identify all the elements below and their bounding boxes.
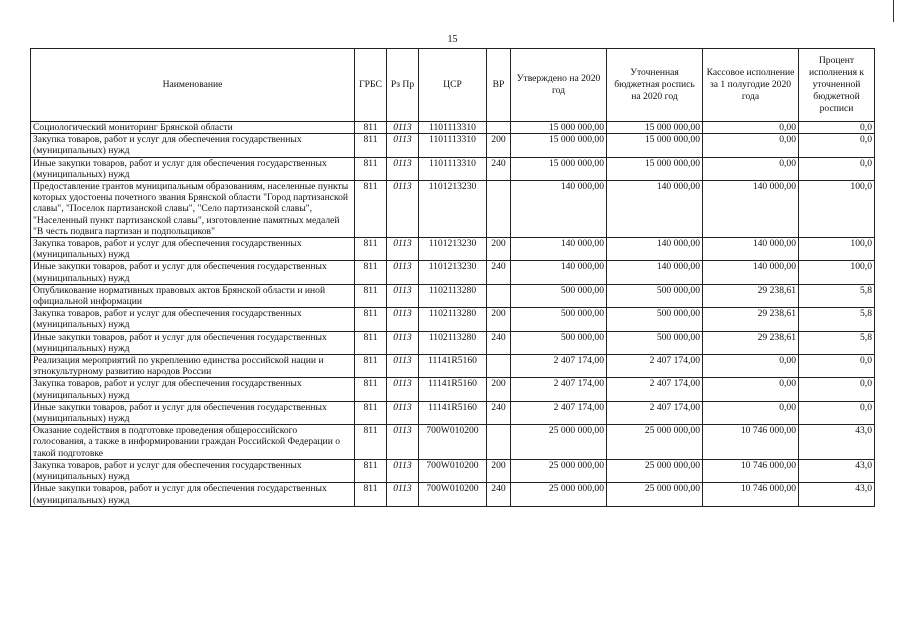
table-row	[31, 308, 875, 331]
cell-rzpr: 0113	[387, 401, 419, 424]
cell-approved: 2 407 174,00	[511, 401, 607, 424]
cell-cash: 0,00	[703, 134, 799, 157]
cell-rzpr: 0113	[387, 483, 419, 506]
cell-vr: 200	[487, 308, 511, 331]
cell-name: Социологический мониторинг Брянской области	[31, 122, 355, 134]
cell-vr	[487, 181, 511, 238]
cell-percent: 5,8	[799, 308, 875, 331]
cell-percent: 0,0	[799, 378, 875, 401]
cell-cash: 0,00	[703, 157, 799, 180]
cell-refined: 2 407 174,00	[607, 355, 703, 378]
cell-percent: 0,0	[799, 122, 875, 134]
cell-refined: 15 000 000,00	[607, 134, 703, 157]
cell-cash: 10 746 000,00	[703, 425, 799, 460]
header-row	[31, 49, 875, 122]
cell-cash: 140 000,00	[703, 261, 799, 284]
cell-name: Предоставление грантов муниципальным образованиям, населенные пункты которых удостоены почетного звания Брянской области "Город партизанской славы", "Поселок партизанской славы", "Село партизанской славы", "Населенный пункт партизанской славы", изготовление памятных медалей "В честь подвига партизан и подпольщиков"	[31, 181, 355, 238]
cell-percent: 43,0	[799, 483, 875, 506]
cell-grbs: 811	[355, 308, 387, 331]
cell-rzpr: 0113	[387, 284, 419, 307]
cell-vr: 240	[487, 157, 511, 180]
cell-name: Закупка товаров, работ и услуг для обеспечения государственных (муниципальных) нужд	[31, 134, 355, 157]
cell-refined: 140 000,00	[607, 261, 703, 284]
cell-grbs: 811	[355, 483, 387, 506]
cell-vr	[487, 355, 511, 378]
cell-approved: 500 000,00	[511, 284, 607, 307]
cell-approved: 25 000 000,00	[511, 425, 607, 460]
cell-grbs: 811	[355, 378, 387, 401]
cell-refined: 2 407 174,00	[607, 401, 703, 424]
cell-percent: 0,0	[799, 134, 875, 157]
cell-name: Реализация мероприятий по укреплению единства российской нации и этнокультурному развитию народов России	[31, 355, 355, 378]
table-body	[31, 122, 875, 507]
cell-name: Иные закупки товаров, работ и услуг для обеспечения государственных (муниципальных) нужд	[31, 483, 355, 506]
cell-refined: 140 000,00	[607, 181, 703, 238]
cell-grbs: 811	[355, 459, 387, 482]
cell-approved: 140 000,00	[511, 181, 607, 238]
cell-approved: 500 000,00	[511, 308, 607, 331]
cell-cash: 140 000,00	[703, 238, 799, 261]
table-row	[31, 355, 875, 378]
cell-refined: 500 000,00	[607, 331, 703, 354]
cell-csr: 11141R5160	[419, 378, 487, 401]
table-row	[31, 261, 875, 284]
cell-percent: 43,0	[799, 425, 875, 460]
header-cash: Кассовое исполнение за 1 полугодие 2020 года	[703, 49, 799, 122]
cell-grbs: 811	[355, 355, 387, 378]
cell-refined: 500 000,00	[607, 308, 703, 331]
cell-csr: 11141R5160	[419, 401, 487, 424]
table-row	[31, 238, 875, 261]
header-name: Наименование	[31, 49, 355, 122]
cell-vr: 200	[487, 238, 511, 261]
page-number: 15	[447, 34, 458, 45]
header-refined: Уточненная бюджетная роспись на 2020 год	[607, 49, 703, 122]
cell-percent: 5,8	[799, 331, 875, 354]
page-edge-mark	[893, 0, 894, 22]
cell-vr: 240	[487, 483, 511, 506]
cell-percent: 0,0	[799, 157, 875, 180]
cell-cash: 29 238,61	[703, 284, 799, 307]
cell-approved: 25 000 000,00	[511, 483, 607, 506]
cell-percent: 43,0	[799, 459, 875, 482]
cell-refined: 15 000 000,00	[607, 157, 703, 180]
cell-csr: 1101113310	[419, 157, 487, 180]
cell-csr: 1101113310	[419, 122, 487, 134]
cell-refined: 500 000,00	[607, 284, 703, 307]
cell-grbs: 811	[355, 238, 387, 261]
cell-grbs: 811	[355, 181, 387, 238]
cell-rzpr: 0113	[387, 378, 419, 401]
cell-grbs: 811	[355, 331, 387, 354]
cell-cash: 10 746 000,00	[703, 459, 799, 482]
table-row	[31, 483, 875, 506]
cell-cash: 0,00	[703, 355, 799, 378]
cell-approved: 2 407 174,00	[511, 355, 607, 378]
cell-rzpr: 0113	[387, 261, 419, 284]
cell-name: Закупка товаров, работ и услуг для обеспечения государственных (муниципальных) нужд	[31, 308, 355, 331]
cell-refined: 25 000 000,00	[607, 483, 703, 506]
table-row	[31, 157, 875, 180]
cell-rzpr: 0113	[387, 134, 419, 157]
table-row	[31, 181, 875, 238]
cell-name: Иные закупки товаров, работ и услуг для обеспечения государственных (муниципальных) нужд	[31, 401, 355, 424]
cell-csr: 1101213230	[419, 261, 487, 284]
cell-cash: 0,00	[703, 378, 799, 401]
cell-rzpr: 0113	[387, 238, 419, 261]
cell-grbs: 811	[355, 401, 387, 424]
cell-vr: 240	[487, 331, 511, 354]
cell-refined: 140 000,00	[607, 238, 703, 261]
table-row	[31, 122, 875, 134]
cell-rzpr: 0113	[387, 157, 419, 180]
cell-refined: 15 000 000,00	[607, 122, 703, 134]
cell-cash: 140 000,00	[703, 181, 799, 238]
cell-vr: 240	[487, 401, 511, 424]
cell-vr: 200	[487, 378, 511, 401]
cell-cash: 29 238,61	[703, 331, 799, 354]
cell-grbs: 811	[355, 284, 387, 307]
cell-rzpr: 0113	[387, 181, 419, 238]
cell-csr: 1101213230	[419, 238, 487, 261]
cell-name: Оказание содействия в подготовке проведения общероссийского голосования, а также в информировании граждан Российской Федерации о такой подготовке	[31, 425, 355, 460]
cell-csr: 700W010200	[419, 459, 487, 482]
cell-cash: 0,00	[703, 122, 799, 134]
cell-cash: 29 238,61	[703, 308, 799, 331]
cell-approved: 140 000,00	[511, 261, 607, 284]
cell-approved: 15 000 000,00	[511, 122, 607, 134]
cell-csr: 1101213230	[419, 181, 487, 238]
cell-grbs: 811	[355, 261, 387, 284]
cell-grbs: 811	[355, 122, 387, 134]
cell-vr: 240	[487, 261, 511, 284]
header-approved: Утверждено на 2020 год	[511, 49, 607, 122]
cell-approved: 15 000 000,00	[511, 134, 607, 157]
cell-grbs: 811	[355, 157, 387, 180]
header-csr: ЦСР	[419, 49, 487, 122]
cell-vr: 200	[487, 134, 511, 157]
cell-approved: 2 407 174,00	[511, 378, 607, 401]
cell-percent: 100,0	[799, 261, 875, 284]
header-rzpr: Рз Пр	[387, 49, 419, 122]
cell-percent: 0,0	[799, 355, 875, 378]
header-percent: Процент исполнения к уточненной бюджетной росписи	[799, 49, 875, 122]
cell-refined: 25 000 000,00	[607, 425, 703, 460]
table-row	[31, 401, 875, 424]
cell-name: Иные закупки товаров, работ и услуг для обеспечения государственных (муниципальных) нужд	[31, 261, 355, 284]
cell-csr: 1102113280	[419, 284, 487, 307]
cell-refined: 2 407 174,00	[607, 378, 703, 401]
cell-csr: 700W010200	[419, 425, 487, 460]
cell-approved: 500 000,00	[511, 331, 607, 354]
cell-rzpr: 0113	[387, 122, 419, 134]
header-vr: ВР	[487, 49, 511, 122]
cell-cash: 10 746 000,00	[703, 483, 799, 506]
cell-name: Опубликование нормативных правовых актов Брянской области и иной официальной информации	[31, 284, 355, 307]
table-row	[31, 331, 875, 354]
cell-rzpr: 0113	[387, 331, 419, 354]
cell-refined: 25 000 000,00	[607, 459, 703, 482]
table-row	[31, 284, 875, 307]
cell-approved: 25 000 000,00	[511, 459, 607, 482]
cell-approved: 15 000 000,00	[511, 157, 607, 180]
cell-percent: 0,0	[799, 401, 875, 424]
cell-csr: 1102113280	[419, 331, 487, 354]
cell-name: Иные закупки товаров, работ и услуг для обеспечения государственных (муниципальных) нужд	[31, 157, 355, 180]
cell-name: Закупка товаров, работ и услуг для обеспечения государственных (муниципальных) нужд	[31, 459, 355, 482]
cell-name: Закупка товаров, работ и услуг для обеспечения государственных (муниципальных) нужд	[31, 238, 355, 261]
cell-vr	[487, 122, 511, 134]
cell-approved: 140 000,00	[511, 238, 607, 261]
cell-grbs: 811	[355, 134, 387, 157]
table-row	[31, 459, 875, 482]
cell-csr: 700W010200	[419, 483, 487, 506]
cell-name: Закупка товаров, работ и услуг для обеспечения государственных (муниципальных) нужд	[31, 378, 355, 401]
cell-cash: 0,00	[703, 401, 799, 424]
cell-csr: 1101113310	[419, 134, 487, 157]
cell-name: Иные закупки товаров, работ и услуг для обеспечения государственных (муниципальных) нужд	[31, 331, 355, 354]
cell-rzpr: 0113	[387, 308, 419, 331]
cell-rzpr: 0113	[387, 459, 419, 482]
cell-percent: 100,0	[799, 238, 875, 261]
table-row	[31, 378, 875, 401]
table-row	[31, 425, 875, 460]
cell-grbs: 811	[355, 425, 387, 460]
cell-csr: 1102113280	[419, 308, 487, 331]
budget-table	[30, 48, 875, 507]
header-grbs: ГРБС	[355, 49, 387, 122]
table-row	[31, 134, 875, 157]
cell-rzpr: 0113	[387, 425, 419, 460]
cell-vr	[487, 425, 511, 460]
cell-percent: 100,0	[799, 181, 875, 238]
cell-rzpr: 0113	[387, 355, 419, 378]
cell-percent: 5,8	[799, 284, 875, 307]
cell-vr: 200	[487, 459, 511, 482]
cell-csr: 11141R5160	[419, 355, 487, 378]
cell-vr	[487, 284, 511, 307]
